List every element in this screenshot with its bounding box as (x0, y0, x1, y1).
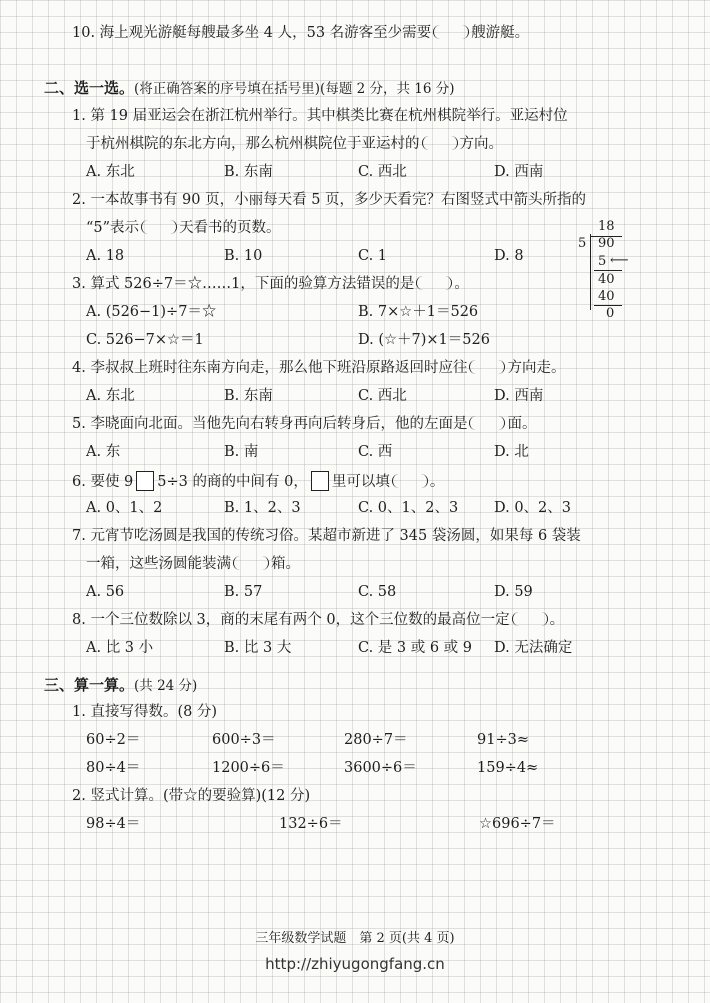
question-text: “5”表示 (86, 220, 140, 236)
long-division-step-1: 5 (598, 254, 607, 269)
question-text-line (72, 527, 581, 545)
option-b: B. 1、2、3 (224, 500, 301, 516)
option-b: B. 南 (224, 444, 259, 460)
option-d: D. 59 (494, 584, 533, 600)
question-text-line (72, 107, 568, 125)
question-text: 6. 要使 9 (72, 474, 134, 490)
page-footer: 三年级数学试题 第 2 页(共 4 页) (255, 931, 455, 946)
option-c: C. 西北 (358, 388, 407, 404)
option-d: D. 无法确定 (494, 640, 573, 656)
question-text: 面。 (507, 416, 537, 432)
option-a: A. 东北 (86, 164, 135, 180)
question-text-line (72, 359, 565, 377)
question-text: 一箱，这些汤圆能装满 (86, 556, 231, 572)
option-a: A. 比 3 小 (86, 640, 154, 656)
long-division-divisor: 5 (578, 236, 587, 251)
answer-blank (469, 416, 505, 430)
option-d: D. 0、2、3 (494, 500, 572, 516)
long-division-step-3: 40 (598, 289, 615, 304)
option-d: D. (☆＋7)×1＝526 (358, 332, 490, 348)
question-text: 天看书的页数。 (179, 220, 281, 236)
question-text: 。 (429, 474, 445, 490)
option-d: D. 西南 (494, 388, 544, 404)
calc-item: 1200÷6＝ (212, 760, 285, 776)
question-text: 5. 李晓面向北面。当他先向右转身再向后转身后，他的左面是 (72, 416, 468, 432)
option-b: B. 7×☆＋1＝526 (358, 304, 479, 320)
answer-blank (392, 474, 428, 488)
option-b: B. 10 (224, 248, 263, 264)
option-b: B. 比 3 大 (224, 640, 292, 656)
question-text-line (72, 611, 564, 629)
vertical-calc-item: 98÷4＝ (86, 816, 141, 832)
option-c: C. 0、1、2、3 (358, 500, 459, 516)
long-division-dividend: 90 (598, 236, 615, 251)
digit-box (136, 471, 154, 491)
option-d: D. 8 (494, 248, 524, 264)
question-text-line (72, 275, 469, 293)
long-division-step-2: 40 (598, 272, 615, 287)
option-b: B. 东南 (224, 388, 273, 404)
question-text: 。 (454, 276, 469, 292)
calc-item: 80÷4＝ (86, 760, 141, 776)
option-d: D. 西南 (494, 164, 544, 180)
section-2-title: 二、选一选。 (44, 79, 135, 97)
division-line (594, 270, 622, 271)
section-2-note: (将正确答案的序号填在括号里)(每题 2 分，共 16 分) (134, 81, 455, 97)
calc-1-title: 1. 直接写得数。(8 分) (72, 704, 218, 720)
vertical-calc-item: 132÷6＝ (279, 816, 343, 832)
option-a: A. 0、1、2 (86, 500, 163, 516)
question-text-line (86, 555, 300, 573)
option-a: A. 18 (86, 248, 125, 264)
question-text: 箱。 (271, 556, 300, 572)
option-d: D. 北 (494, 444, 529, 460)
vertical-calc-item: ☆696÷7＝ (479, 816, 556, 832)
division-bracket (590, 234, 591, 310)
section-3-note: (共 24 分) (134, 678, 198, 694)
question-text-line (86, 135, 503, 153)
option-c: C. 西 (358, 444, 393, 460)
section-3-title: 三、算一算。 (44, 676, 135, 694)
question-text: 4. 李叔叔上班时往东南方向走，那么他下班沿原路返回时应往 (72, 360, 468, 376)
question-text-line (72, 191, 586, 209)
question-text: 里可以填 (331, 474, 390, 490)
question-10 (72, 24, 529, 42)
question-text: 方向。 (459, 136, 503, 152)
option-c: C. 526−7×☆＝1 (86, 332, 204, 348)
option-c: C. 58 (358, 584, 397, 600)
option-c: C. 是 3 或 6 或 9 (358, 640, 473, 656)
arrow-left-icon: ⟵ (610, 253, 629, 268)
answer-blank (433, 25, 469, 39)
question-text: 7. 元宵节吃汤圆是我国的传统习俗。某超市新进了 345 袋汤圆，如果每 6 袋装 (72, 528, 581, 544)
watermark-url: http://zhiyugongfang.cn (265, 955, 445, 973)
question-text: 8. 一个三位数除以 3，商的末尾有两个 0，这个三位数的最高位一定 (72, 612, 510, 628)
answer-blank (469, 360, 505, 374)
question-text: 于杭州棋院的东北方向，那么杭州棋院位于亚运村的 (86, 136, 420, 152)
section-3-heading (44, 676, 197, 695)
long-division-remainder: 0 (606, 306, 615, 321)
question-text: 。 (549, 612, 565, 628)
calc-item: 3600÷6＝ (344, 760, 417, 776)
option-b: B. 东南 (224, 164, 273, 180)
calc-item: 159÷4≈ (477, 760, 539, 776)
digit-box (311, 471, 329, 491)
question-text-line (86, 219, 281, 237)
answer-blank (233, 556, 269, 570)
option-c: C. 1 (358, 248, 388, 264)
answer-blank (512, 612, 548, 626)
calc-item: 60÷2＝ (86, 732, 141, 748)
long-division-quotient: 18 (598, 219, 615, 234)
option-a: A. (526−1)÷7＝☆ (86, 304, 217, 320)
question-text: 1. 第 19 届亚运会在浙江杭州举行。其中棋类比赛在杭州棋院举行。亚运村位 (72, 108, 568, 124)
answer-blank (141, 220, 177, 234)
option-a: A. 东北 (86, 388, 135, 404)
answer-blank (416, 276, 452, 290)
calc-item: 280÷7＝ (344, 732, 408, 748)
question-10-text: 10. 海上观光游艇每艘最多坐 4 人，53 名游客至少需要 (72, 25, 432, 41)
question-text-line (72, 471, 444, 491)
question-text: 2. 一本故事书有 90 页，小丽每天看 5 页，多少天看完？右图竖式中箭头所指的 (72, 192, 587, 208)
question-text: 5÷3 的商的中间有 0， (157, 474, 308, 490)
question-text: 方向走。 (507, 360, 566, 376)
calc-2-title: 2. 竖式计算。(带☆的要验算)(12 分) (72, 788, 311, 804)
section-2-heading (44, 79, 455, 98)
question-text: 3. 算式 526÷7＝☆……1，下面的验算方法错误的是 (72, 276, 415, 292)
question-10-text-end: 艘游艇。 (471, 25, 530, 41)
option-c: C. 西北 (358, 164, 407, 180)
question-text-line (72, 415, 536, 433)
calc-item: 91÷3≈ (477, 732, 529, 748)
calc-item: 600÷3＝ (212, 732, 276, 748)
option-a: A. 东 (86, 444, 121, 460)
option-a: A. 56 (86, 584, 125, 600)
answer-blank (422, 136, 458, 150)
option-b: B. 57 (224, 584, 263, 600)
